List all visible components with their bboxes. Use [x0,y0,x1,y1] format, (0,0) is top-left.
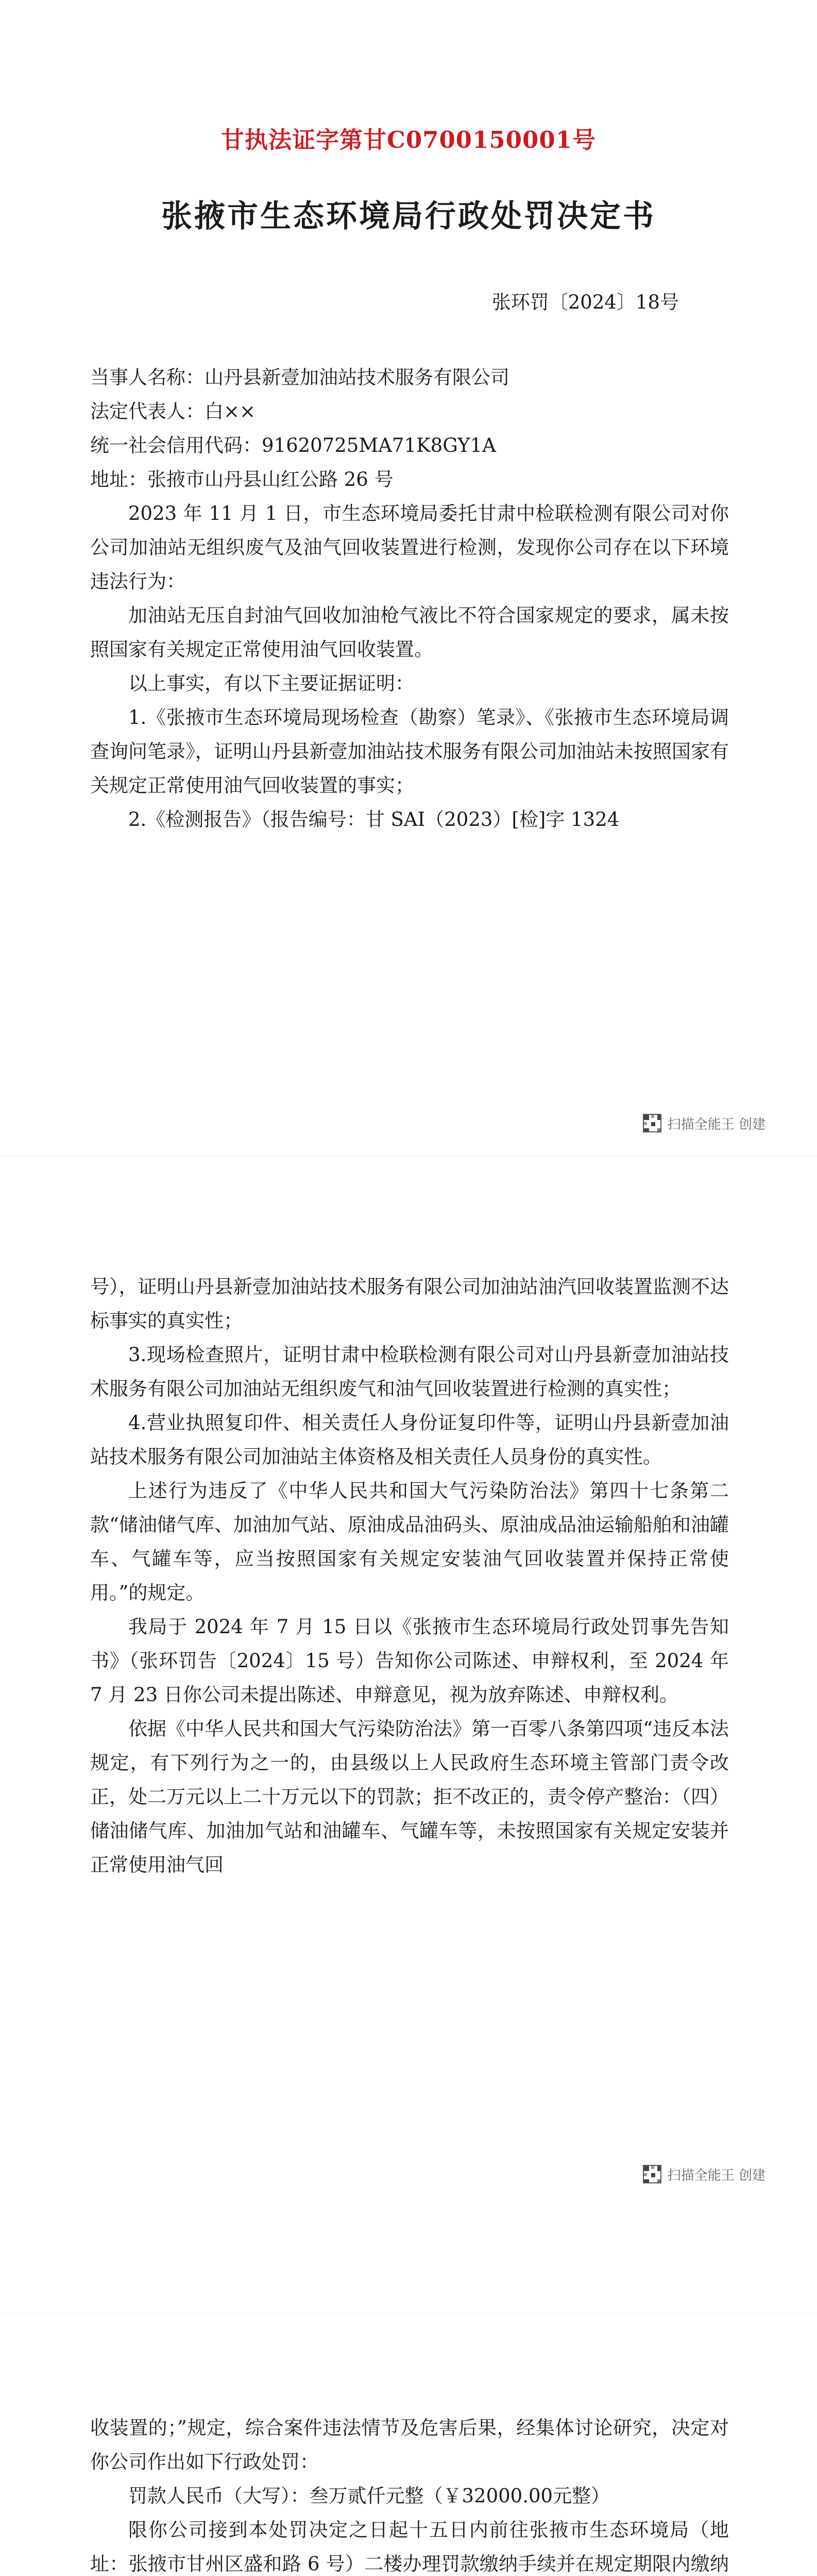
page-2-body [90,1270,729,1882]
document-title: 张掖市生态环境局行政处罚决定书 [161,198,656,234]
paragraph: 上述行为违反了《中华人民共和国大气污染防治法》第四十七条第二款“储油储气库、加油加气站、原油成品油码头、原油成品油运输船舶和油罐车、气罐车等，应当按照国家有关规定安装油气回收装置并保持正常使用。”的规定。 [90,1480,729,1604]
paragraph: 2023 年 11 月 1 日，市生态环境局委托甘肃中检联检测有限公司对你公司加油站无组织废气及油气回收装置进行检测，发现你公司存在以下环境违法行为： [90,502,729,592]
paragraph: 1.《张掖市生态环境局现场检查（勘察）笔录》、《张掖市生态环境局调查询问笔录》，证明山丹县新壹加油站技术服务有限公司加油站未按照国家有关规定正常使用油气回收装置的事实； [90,706,729,796]
credit-code: 统一社会信用代码：91620725MA71K8GY1A [90,434,496,456]
page-1 [0,0,817,1157]
paragraph: 我局于 2024 年 7 月 15 日以《张掖市生态环境局行政处罚事先告知书》（张环罚告〔2024〕15 号）告知你公司陈述、申辩权利，至 2024 年 7 月 23 日你公司未提出陈述、申辩意见，视为放弃陈述、申辩权利。 [90,1616,729,1706]
page-3-body [90,2411,729,2576]
qr-code-icon [643,2165,661,2183]
party-name: 当事人名称：山丹县新壹加油站技术服务有限公司 [90,366,509,388]
paragraph: 3.现场检查照片，证明甘肃中检联检测有限公司对山丹县新壹加油站技术服务有限公司加油站无组织废气和油气回收装置进行检测的真实性； [90,1344,729,1400]
certificate-number: 甘执法证字第甘C0700150001号 [221,126,596,154]
paragraph: 2.《检测报告》（报告编号：甘 SAI（2023）[检]字 1324 [128,808,620,831]
party-address: 地址：张掖市山丹县山红公路 26 号 [90,468,394,490]
paragraph: 加油站无压自封油气回收加油枪气液比不符合国家规定的要求，属未按照国家有关规定正常使用油气回收装置。 [90,604,729,660]
watermark-label: 扫描全能王 创建 [667,2167,765,2183]
paragraph: 以上事实，有以下主要证据证明： [128,672,414,694]
fine-amount: 罚款人民币（大写）：叁万贰仟元整（￥32000.00元整） [128,2485,610,2507]
watermark-label: 扫描全能王 创建 [667,1116,765,1132]
qr-code-icon [643,1114,661,1132]
paragraph: 依据《中华人民共和国大气污染防治法》第一百零八条第四项“违反本法规定，有下列行为之一的，由县级以上人民政府生态环境主管部门责令改正，处二万元以上二十万元以下的罚款；拒不改正的，责令停产整治：（四）储油储气库、加油加气站和油罐车、气罐车等，未按照国家有关规定安装并正常使用油气回 [90,1718,729,1876]
paragraph: 4.营业执照复印件、相关责任人身份证复印件等，证明山丹县新壹加油站技术服务有限公司加油站主体资格及相关责任人员身份的真实性。 [90,1412,729,1468]
scanner-watermark [643,1113,765,1133]
legal-representative: 法定代表人：白×× [90,400,256,422]
page-2 [0,1157,817,2313]
document-number: 张环罚〔2024〕18号 [491,291,679,313]
party-info [90,361,729,837]
paragraph: 号），证明山丹县新壹加油站技术服务有限公司加油站油汽回收装置监测不达标事实的真实性； [90,1276,729,1332]
paragraph: 限你公司接到本处罚决定之日起十五日内前往张掖市生态环境局（地址：张掖市甘州区盛和路 6 号）二楼办理罚款缴纳手续并在规定期限内缴纳 [90,2519,729,2575]
paragraph: 收装置的；”规定，综合案件违法情节及危害后果，经集体讨论研究，决定对你公司作出如下行政处罚： [90,2417,729,2473]
scanner-watermark [643,2164,765,2184]
page-3 [0,2313,817,2576]
